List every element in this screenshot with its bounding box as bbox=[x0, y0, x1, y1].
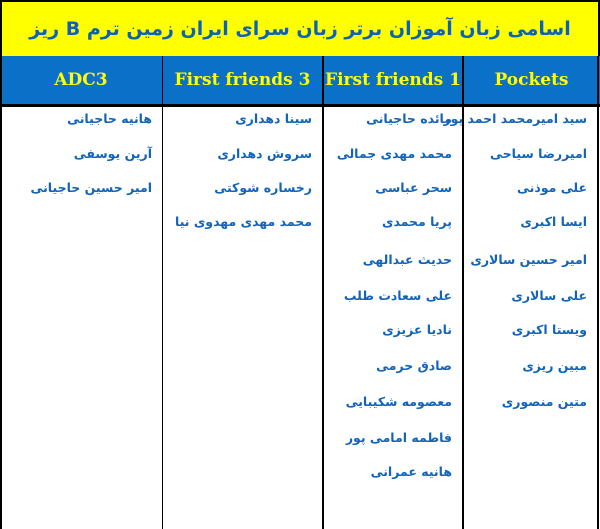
student-name: رخساره شوکتی bbox=[214, 180, 312, 195]
student-name: سید امیرمحمد احمد پور bbox=[443, 111, 587, 126]
student-name: سینا دهداری bbox=[235, 111, 312, 126]
student-name: امیررضا سیاحی bbox=[490, 146, 587, 161]
student-name: محمد مهدی جمالی bbox=[336, 146, 452, 161]
student-name: هانیه حاجیانی bbox=[67, 111, 152, 126]
student-name: سروش دهداری bbox=[217, 146, 312, 161]
column-pockets bbox=[443, 104, 597, 529]
student-name: معصومه شکیبایی bbox=[345, 394, 452, 409]
header-pockets: Pockets bbox=[463, 56, 600, 107]
header-first-friends-1: First friends 1 bbox=[323, 56, 463, 107]
header-first-friends-3: First friends 3 bbox=[162, 56, 323, 107]
column-first-friends-3 bbox=[163, 104, 322, 529]
student-name: حدیث عبدالهی bbox=[362, 252, 452, 267]
student-name: امیر حسین سالاری bbox=[470, 252, 587, 267]
student-name: مائده حاجیانی bbox=[366, 111, 452, 126]
student-name: ویستا اکبری bbox=[511, 322, 587, 337]
student-name: پریا محمدی bbox=[381, 214, 452, 229]
student-name: محمد مهدی مهدوی نیا bbox=[175, 214, 312, 229]
column-adc3 bbox=[2, 104, 162, 529]
student-name: امیر حسین حاجیانی bbox=[30, 180, 152, 195]
student-name: صادق حرمی bbox=[376, 358, 452, 373]
student-name: علی موذنی bbox=[517, 180, 587, 195]
student-name: هانیه عمرانی bbox=[370, 464, 452, 479]
student-name: متین منصوری bbox=[501, 394, 587, 409]
student-name: علی سعادت طلب bbox=[343, 288, 452, 303]
student-name: علی سالاری bbox=[511, 288, 587, 303]
student-name: نادیا عزیزی bbox=[382, 322, 452, 337]
student-name: فاطمه امامی پور bbox=[345, 430, 452, 445]
page-title: اسامی زبان آموزان برتر زبان سرای ایران زمین ترم B ریز bbox=[0, 0, 600, 58]
student-name: آرین یوسفی bbox=[73, 146, 152, 161]
student-name: سحر عباسی bbox=[375, 180, 452, 195]
student-name: ایسا اکبری bbox=[520, 214, 587, 229]
student-name: مبین ریزی bbox=[522, 358, 587, 373]
header-adc3: ADC3 bbox=[0, 56, 162, 107]
border-right bbox=[597, 56, 599, 529]
column-first-friends-1 bbox=[324, 104, 462, 529]
